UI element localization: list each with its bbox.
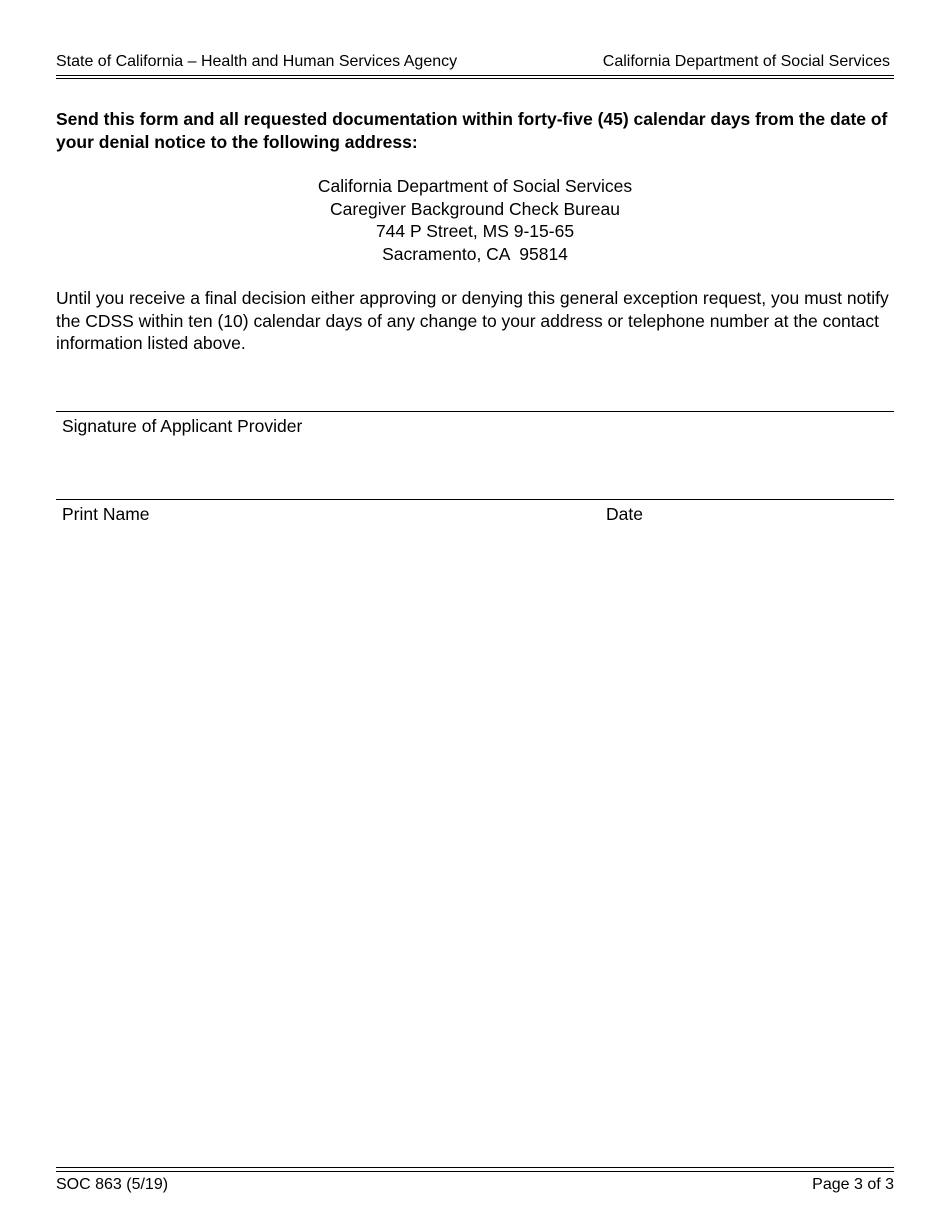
page-number: Page 3 of 3 (812, 1176, 894, 1193)
form-number: SOC 863 (5/19) (56, 1176, 169, 1193)
address-line-2: Caregiver Background Check Bureau (330, 198, 620, 219)
address-line-3: 744 P Street, MS 9-15-65 (375, 221, 575, 241)
footer-rule-bottom (56, 1171, 894, 1172)
header-agency: State of California – Health and Human Services Agency (56, 53, 458, 70)
signature-label: Signature of Applicant Provider (62, 416, 303, 436)
signature-line[interactable] (56, 411, 894, 412)
print-name-date-line[interactable] (56, 499, 894, 500)
header-department: California Department of Social Services (602, 53, 890, 70)
address-line-4: Sacramento, CA 95814 (382, 243, 568, 264)
header-rule-bottom (56, 78, 894, 79)
date-label: Date (606, 504, 643, 524)
footer-rule-top (56, 1167, 894, 1168)
mailing-address (56, 175, 894, 265)
instruction-text: Send this form and all requested documentation within forty-five (45) calendar days from the date of your denial notice to the following address: (56, 109, 888, 152)
print-name-label: Print Name (62, 504, 150, 524)
header-rule-top (56, 75, 894, 76)
notice-text: Until you receive a final decision either approving or denying this general exception request, you must notify the CDSS within ten (10) calendar days of any change to your address or telephone number at the contact information listed above. (56, 288, 889, 353)
address-line-1: California Department of Social Services (317, 176, 633, 196)
